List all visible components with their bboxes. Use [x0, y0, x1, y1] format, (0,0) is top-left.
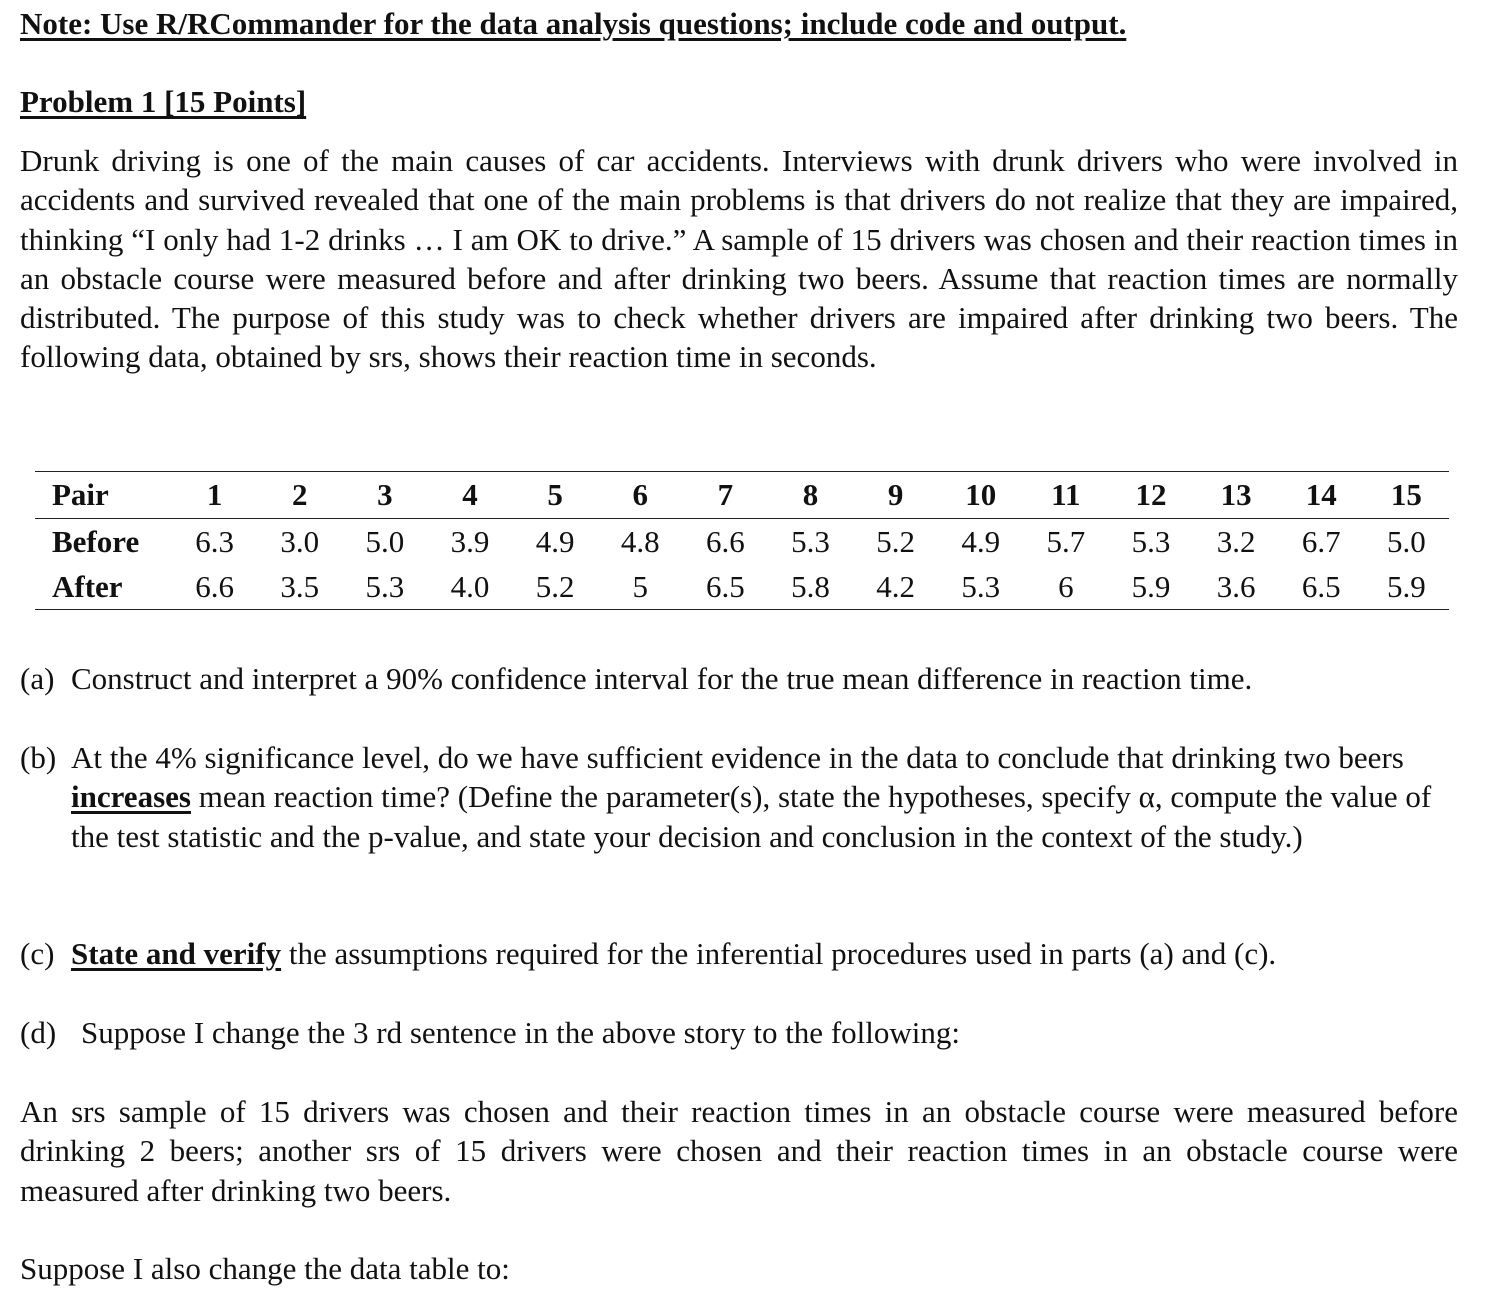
question-b-emphasis: increases: [71, 779, 191, 815]
after-value: 4.0: [450, 568, 490, 604]
revised-sentence-paragraph: An srs sample of 15 drivers was chosen and their reaction times in an obstacle course were measured before drinking 2 beers; another srs of 15 drivers were chosen and their reaction times in an obstacle course were measured after drinking two beers.: [20, 1094, 1458, 1208]
question-b-text-start: At the 4% significance level, do we have sufficient evidence in the data to conclude that drinking two beers: [71, 740, 1404, 775]
table-header-row: [35, 472, 1449, 519]
after-value: 6: [1058, 568, 1074, 604]
question-b: [20, 738, 1460, 856]
question-b-label: (b): [20, 740, 57, 775]
after-value: 4.2: [876, 568, 915, 604]
before-value: 6.6: [705, 523, 745, 559]
before-label: Before: [52, 523, 140, 559]
question-c-text-rest: the assumptions required for the inferential procedures used in parts (a) and (c).: [281, 936, 1277, 971]
after-value: 3.5: [280, 568, 320, 604]
pair-number: 5: [513, 472, 598, 519]
before-value: 5.3: [1131, 523, 1171, 559]
reaction-time-table: [35, 471, 1449, 610]
pair-number: 8: [768, 472, 853, 519]
before-value: 5.2: [876, 523, 915, 559]
before-value: 6.7: [1301, 523, 1341, 559]
before-value: 5.7: [1046, 523, 1086, 559]
pair-number: 12: [1108, 472, 1193, 519]
before-value: 4.9: [535, 523, 575, 559]
before-value: 4.9: [961, 523, 1001, 559]
after-value: 5.9: [1131, 568, 1171, 604]
pair-number: 14: [1279, 472, 1364, 519]
pair-number: 11: [1023, 472, 1108, 519]
after-value: 5.2: [535, 568, 575, 604]
problem-intro-paragraph: Drunk driving is one of the main causes of car accidents. Interviews with drunk drivers who were involved in accidents and survived revealed that one of the main problems is that drivers do not realize that they are impaired, thinking “I only had 1-2 drinks … I am OK to drive.” A sample of 15 drivers was chosen and their reaction times in an obstacle course were measured before and after drinking two beers. Assume that reaction times are normally distributed. The purpose of this study was to check whether drivers are impaired after drinking two beers. The following data, obtained by srs, shows their reaction time in seconds.: [20, 143, 1458, 375]
table-row-after: [35, 564, 1449, 610]
pair-number: 1: [172, 472, 257, 519]
after-value: 3.6: [1216, 568, 1256, 604]
pair-number: 7: [683, 472, 768, 519]
pair-number: 13: [1194, 472, 1279, 519]
before-value: 5.0: [365, 523, 405, 559]
before-value: 6.3: [195, 523, 234, 559]
question-c: [20, 934, 1460, 973]
after-value: 5: [632, 568, 648, 604]
question-c-label: (c): [20, 936, 55, 971]
question-d-text: Suppose I change the 3 rd sentence in the above story to the following:: [81, 1015, 960, 1050]
question-b-text-end: mean reaction time? (Define the parameter(s), state the hypotheses, specify α, compute the value of the test statistic and the p-value, and state your decision and conclusion in the context of the study.): [71, 779, 1432, 854]
after-value: 5.3: [365, 568, 405, 604]
question-d: [20, 1013, 1460, 1052]
question-c-text: [71, 934, 1460, 973]
pair-header: Pair: [35, 472, 172, 519]
question-a: [20, 659, 1460, 698]
after-value: 6.5: [705, 568, 745, 604]
before-value: 3.2: [1216, 523, 1256, 559]
pair-number: 15: [1364, 472, 1449, 519]
question-b-text: [71, 738, 1460, 856]
before-value: 5.3: [791, 523, 830, 559]
pair-number: 10: [938, 472, 1023, 519]
after-value: 6.5: [1301, 568, 1341, 604]
before-value: 3.0: [280, 523, 320, 559]
after-value: 5.3: [961, 568, 1001, 604]
after-value: 5.9: [1387, 568, 1426, 604]
note-heading: Note: Use R/RCommander for the data analysis questions; include code and output.: [20, 6, 1127, 41]
after-label: After: [52, 568, 123, 604]
before-value: 5.0: [1387, 523, 1426, 559]
table-row-before: [35, 519, 1449, 565]
pair-number: 4: [427, 472, 512, 519]
before-value: 4.8: [620, 523, 660, 559]
after-value: 5.8: [791, 568, 830, 604]
before-value: 3.9: [450, 523, 490, 559]
pair-number: 2: [257, 472, 342, 519]
pair-number: 3: [342, 472, 427, 519]
question-a-label: (a): [20, 661, 55, 696]
question-d-label: (d): [20, 1015, 57, 1050]
closing-line: Suppose I also change the data table to:: [20, 1251, 510, 1286]
pair-number: 9: [853, 472, 938, 519]
problem-title: Problem 1 [15 Points]: [20, 84, 307, 119]
question-a-text: Construct and interpret a 90% confidence interval for the true mean difference in reaction time.: [71, 661, 1253, 696]
pair-number: 6: [598, 472, 683, 519]
after-value: 6.6: [195, 568, 234, 604]
question-c-emphasis: State and verify: [71, 936, 282, 971]
